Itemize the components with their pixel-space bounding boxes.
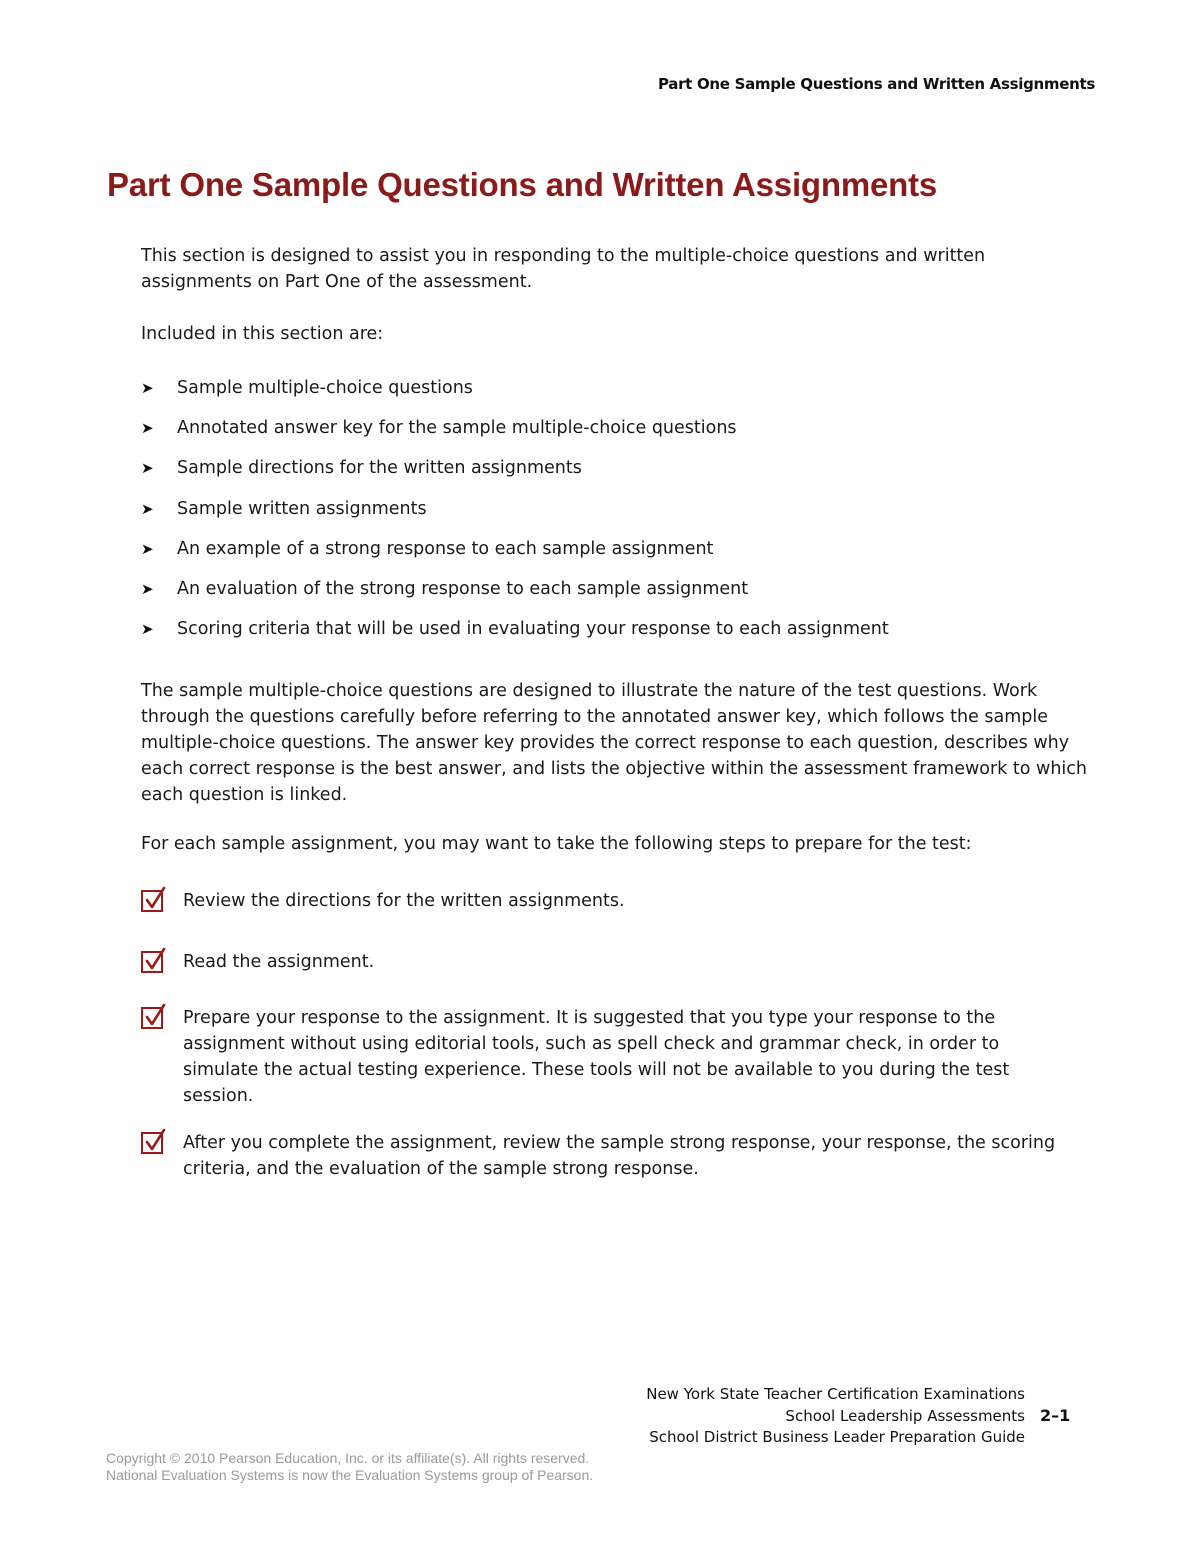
list-item: ➤ Annotated answer key for the sample multiple-choice questions: [141, 408, 889, 448]
list-item: ➤ Scoring criteria that will be used in evaluating your response to each assignment: [141, 609, 889, 649]
copyright-notice: [106, 1450, 593, 1484]
step-item: [141, 1005, 1063, 1109]
arrowhead-bullet-icon: ➤: [141, 379, 154, 398]
step-text: Review the directions for the written assignments.: [183, 891, 625, 911]
included-label: Included in this section are:: [141, 324, 384, 344]
step-item: [141, 1130, 1063, 1182]
list-item: ➤ Sample written assignments: [141, 489, 889, 529]
list-item: ➤ An evaluation of the strong response to each sample assignment: [141, 569, 889, 609]
checked-box-icon: [141, 890, 163, 912]
arrowhead-bullet-icon: ➤: [141, 419, 154, 438]
included-list: [141, 368, 889, 649]
arrowhead-bullet-icon: ➤: [141, 539, 154, 558]
checked-box-icon: [141, 951, 163, 973]
list-item: ➤ Sample directions for the written assignments: [141, 448, 889, 488]
step-text: Read the assignment.: [183, 952, 375, 972]
copyright-line: National Evaluation Systems is now the Evaluation Systems group of Pearson.: [106, 1467, 594, 1483]
arrowhead-bullet-icon: ➤: [141, 459, 154, 478]
page-number: 2–1: [1040, 1406, 1071, 1425]
checked-box-icon: [141, 1007, 163, 1029]
list-item: ➤ An example of a strong response to each sample assignment: [141, 529, 889, 569]
footer-line: New York State Teacher Certification Examinations: [646, 1385, 1025, 1403]
steps-intro: For each sample assignment, you may want to take the following steps to prepare for the test:: [141, 834, 972, 854]
copyright-line: Copyright © 2010 Pearson Education, Inc. or its affiliate(s). All rights reserved.: [106, 1450, 590, 1466]
explanation-paragraph: The sample multiple-choice questions are designed to illustrate the nature of the test questions. Work through the questions carefully before referring to the annotated answer key, which follows the sample multiple-choice questions. The answer key provides the correct response to each question, describes why each correct response is the best answer, and lists the objective within the assessment framework to which each question is linked.: [141, 681, 1087, 805]
footer-line: School Leadership Assessments: [785, 1406, 1025, 1425]
arrowhead-bullet-icon: ➤: [141, 620, 154, 639]
list-item: ➤ Sample multiple-choice questions: [141, 368, 889, 408]
step-item: [141, 888, 1063, 914]
step-item: [141, 949, 1063, 975]
running-header: Part One Sample Questions and Written Assignments: [657, 75, 1095, 93]
footer-block: [646, 1384, 1025, 1449]
checked-box-icon: [141, 1132, 163, 1154]
step-text: After you complete the assignment, review the sample strong response, your response, the scoring criteria, and the evaluation of the sample strong response.: [183, 1133, 1056, 1179]
intro-paragraph: This section is designed to assist you in responding to the multiple-choice questions and written assignments on Part One of the assessment.: [141, 246, 986, 292]
page-title: Part One Sample Questions and Written Assignments: [107, 166, 938, 203]
arrowhead-bullet-icon: ➤: [141, 499, 154, 518]
step-text: Prepare your response to the assignment. It is suggested that you type your response to the assignment without using editorial tools, such as spell check and grammar check, in order to simulate the actual testing experience. These tools will not be available to you during the test session.: [183, 1008, 1010, 1106]
footer-line: School District Business Leader Preparation Guide: [649, 1428, 1025, 1446]
arrowhead-bullet-icon: ➤: [141, 580, 154, 599]
